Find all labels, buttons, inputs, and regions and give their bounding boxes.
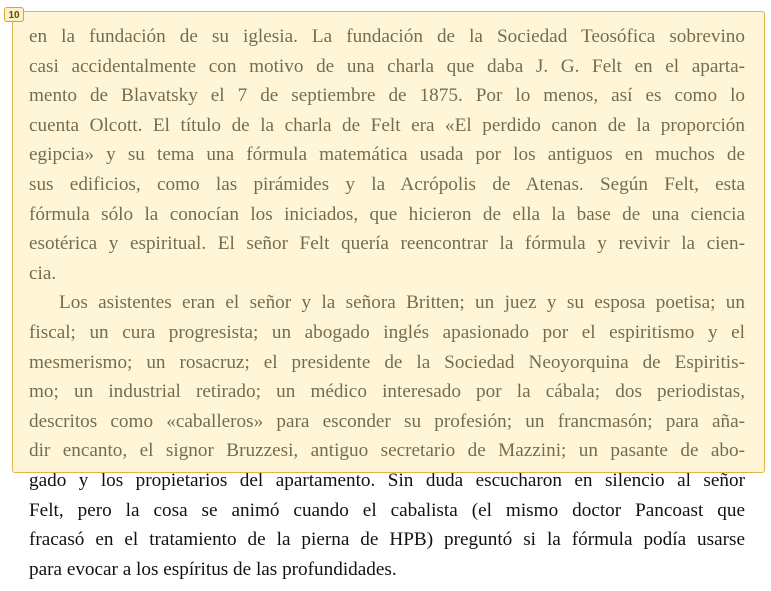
text-line: dir encanto, el signor Bruzzesi, antiguo secretario de Mazzini; un pasante de abo- (29, 440, 745, 462)
text-line: fracasó en el tratamiento de la pierna de HPB) preguntó si la fórmula podía usarse (29, 529, 745, 551)
text-line: Felt, pero la cosa se animó cuando el cabalista (el mismo doctor Pancoast que (29, 499, 745, 521)
text-line: sus edificios, como las pirámides y la Acrópolis de Atenas. Según Felt, esta (29, 173, 745, 195)
text-line: mo; un industrial retirado; un médico interesado por la cábala; dos periodistas, (29, 381, 745, 403)
text-line: fórmula sólo la conocían los iniciados, que hicieron de ella la base de una ciencia (29, 203, 745, 225)
annotation-number-badge[interactable]: 10 (4, 7, 24, 22)
text-line: para evocar a los espíritus de las profundidades. (29, 558, 397, 580)
text-line: cia. (29, 262, 57, 284)
text-highlight-annotation[interactable] (12, 11, 765, 473)
text-line: fiscal; un cura progresista; un abogado inglés apasionado por el espiritismo y el (29, 321, 745, 343)
text-line: descritos como «caballeros» para esconder su profesión; un francmasón; para aña- (29, 410, 745, 432)
text-line: en la fundación de su iglesia. La fundación de la Sociedad Teosófica sobrevino (29, 26, 745, 47)
text-line: Los asistentes eran el señor y la señora Britten; un juez y su esposa poetisa; un (59, 292, 745, 314)
text-line: esotérica y espiritual. El señor Felt quería reencontrar la fórmula y revivir la cien- (29, 233, 745, 255)
text-line: casi accidentalmente con motivo de una charla que daba J. G. Felt en el aparta- (29, 55, 745, 77)
text-line: egipcia» y su tema una fórmula matemática usada por los antiguos en muchos de (29, 144, 745, 166)
text-line: mento de Blavatsky el 7 de septiembre de 1875. Por lo menos, así es como lo (29, 85, 745, 107)
text-line: gado y los propietarios del apartamento. Sin duda escucharon en silencio al señor (29, 469, 745, 491)
text-line: cuenta Olcott. El título de la charla de Felt era «El perdido canon de la proporción (29, 114, 745, 136)
text-line: mesmerismo; un rosacruz; el presidente de la Sociedad Neoyorquina de Espiritis- (29, 351, 745, 373)
